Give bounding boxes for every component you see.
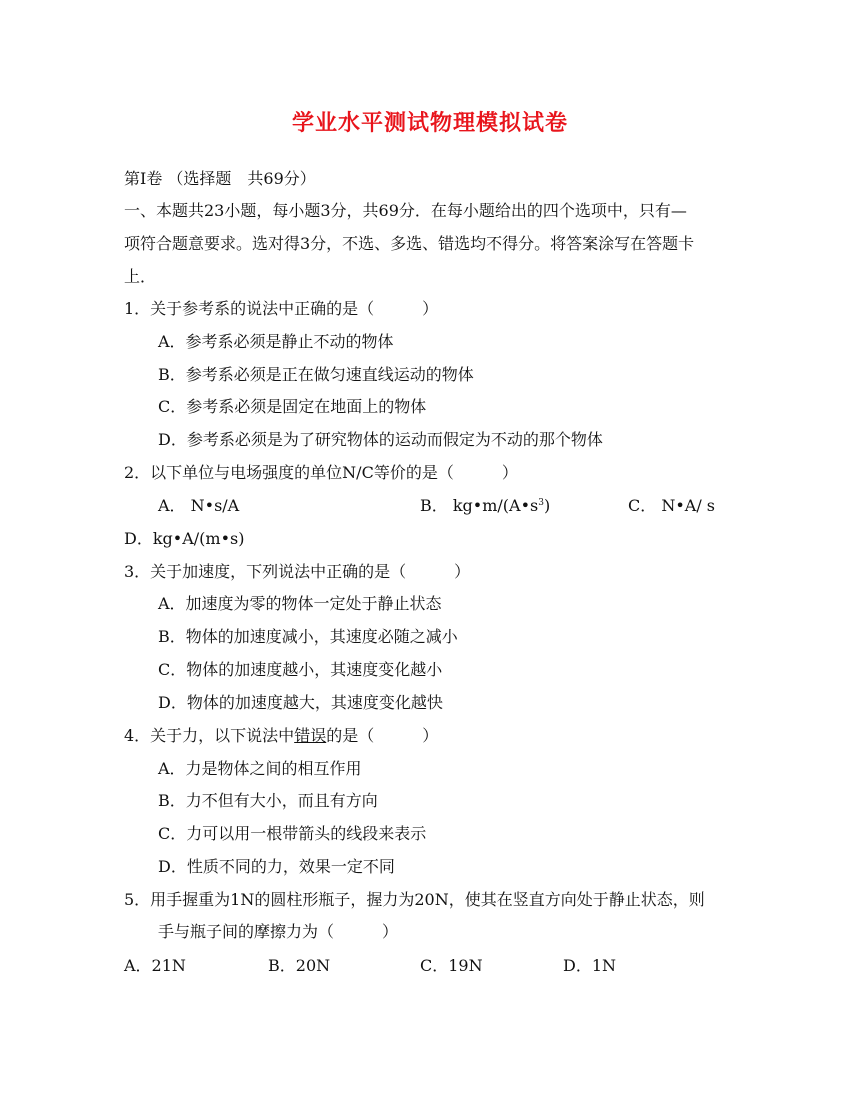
q1-stem: 1．关于参考系的说法中正确的是（ ） xyxy=(124,299,439,318)
q1-option-d: D．参考系必须是为了研究物体的运动而假定为不动的那个物体 xyxy=(158,430,603,449)
q5-option-c: C．19N xyxy=(420,956,483,975)
q4-emphasis: 错误 xyxy=(294,726,327,745)
q3-option-b: B．物体的加速度减小，其速度必随之减小 xyxy=(158,627,458,646)
q4-option-d: D．性质不同的力，效果一定不同 xyxy=(158,857,395,876)
exam-title: 学业水平测试物理模拟试卷 xyxy=(291,110,568,136)
q2-option-a: A． N•s/A xyxy=(158,496,240,515)
q4-stem: 4．关于力，以下说法中错误的是（ ） xyxy=(124,726,439,745)
instructions-line-1: 一、本题共23小题，每小题3分，共69分．在每小题给出的四个选项中，只有— xyxy=(124,201,687,220)
q1-option-a: A．参考系必须是静止不动的物体 xyxy=(158,332,394,351)
q2-stem: 2．以下单位与电场强度的单位N/C等价的是（ ） xyxy=(124,463,518,482)
q2-option-b: B． $kg•m/(A•s^3)$ xyxy=(420,496,551,515)
q5-stem-line-1: 5．用手握重为1N的圆柱形瓶子，握力为20N，使其在竖直方向处于静止状态，则 xyxy=(124,890,705,909)
q5-option-b: B．20N xyxy=(268,956,331,975)
q2-option-d: D．kg•A/(m•s) xyxy=(124,529,245,548)
q5-option-d: D．1N xyxy=(563,956,617,975)
instructions-line-3: 上． xyxy=(124,267,157,286)
q4-option-b: B．力不但有大小，而且有方向 xyxy=(158,791,378,810)
q3-stem: 3．关于加速度，下列说法中正确的是（ ） xyxy=(124,562,471,581)
q3-option-a: A．加速度为零的物体一定处于静止状态 xyxy=(158,594,442,613)
q5-stem-line-2: 手与瓶子间的摩擦力为（ ） xyxy=(158,922,399,941)
q3-option-d: D．物体的加速度越大，其速度变化越快 xyxy=(158,693,443,712)
q4-option-a: A．力是物体之间的相互作用 xyxy=(158,759,362,778)
q1-option-b: B．参考系必须是正在做匀速直线运动的物体 xyxy=(158,365,474,384)
q2-option-c: C． N•A/ s xyxy=(628,496,716,515)
instructions-line-2: 项符合题意要求。选对得3分，不选、多选、错选均不得分。将答案涂写在答题卡 xyxy=(124,234,695,253)
q3-option-c: C．物体的加速度越小，其速度变化越小 xyxy=(158,660,443,679)
q4-option-c: C．力可以用一根带箭头的线段来表示 xyxy=(158,824,427,843)
q5-option-a: A．21N xyxy=(124,956,186,975)
q1-option-c: C．参考系必须是固定在地面上的物体 xyxy=(158,397,427,416)
section-header: 第Ⅰ卷 （选择题 共69分） xyxy=(124,169,316,188)
